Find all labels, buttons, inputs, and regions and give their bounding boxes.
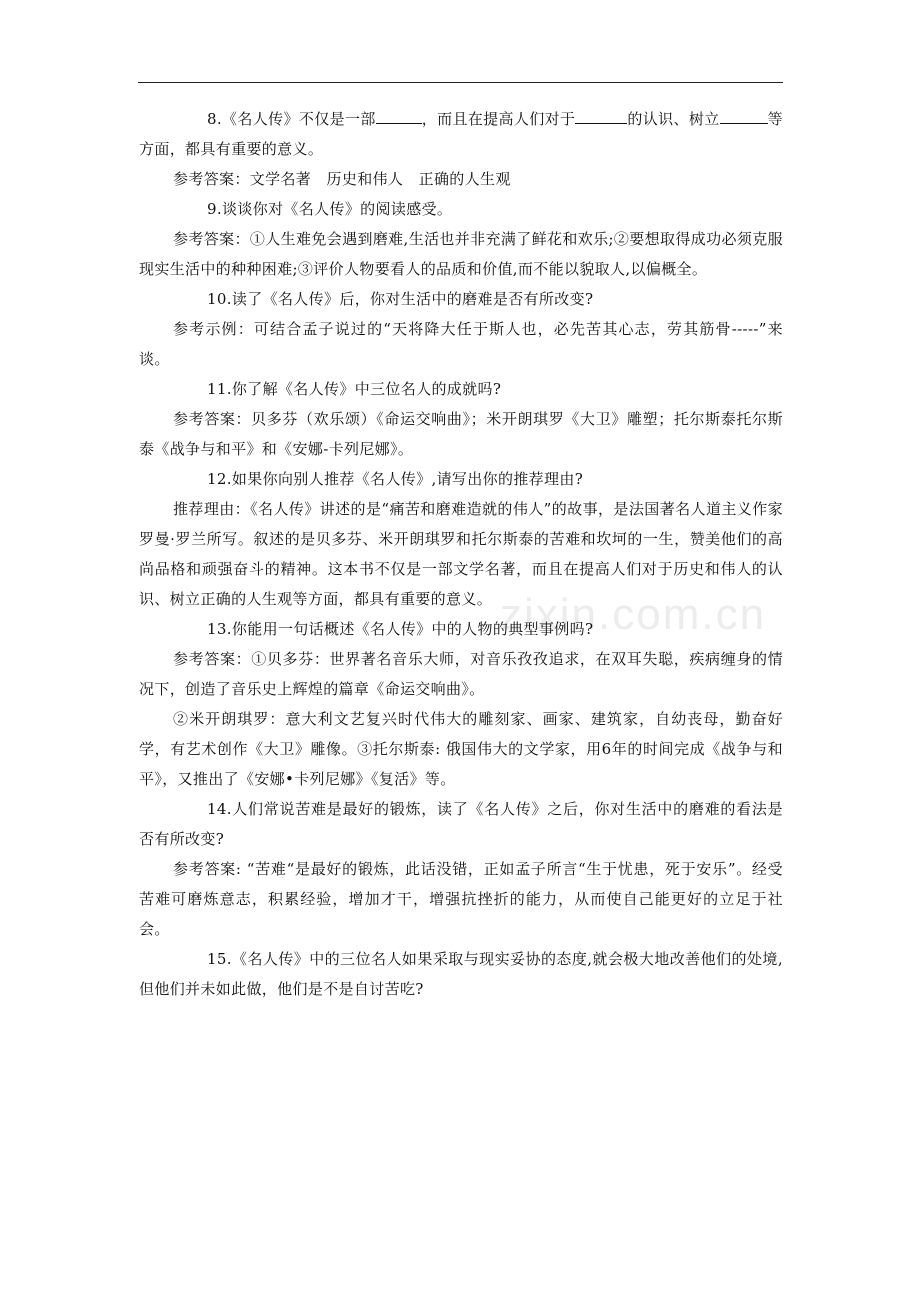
document-body bbox=[139, 104, 783, 1004]
blank-1 bbox=[376, 109, 422, 124]
answer-8: 参考答案：文学名著 历史和伟人 正确的人生观 bbox=[173, 170, 511, 188]
blank-3 bbox=[720, 109, 768, 124]
answer-14: 参考答案: “苦难“是最好的锻炼，此话没错，正如孟子所言“生于忧患，死于安乐”。经受苦难可磨炼意志，积累经验，增加才干，增强抗挫折的能力，从而使自己能更好的立足于社会。 bbox=[139, 860, 783, 938]
watermark: zixin.com.cn bbox=[500, 590, 767, 639]
question-number: 9. bbox=[207, 200, 223, 218]
answer-13: 参考答案：①贝多芬：世界著名音乐大师，对音乐孜孜追求，在双耳失聪，疾病缠身的情况下，创造了音乐史上辉煌的篇章《命运交响曲》。 bbox=[139, 650, 783, 698]
question-number: 13. bbox=[207, 620, 232, 638]
question-number: 14. bbox=[207, 800, 232, 818]
answer-9: 参考答案：①人生难免会遇到磨难,生活也并非充满了鲜花和欢乐;②要想取得成功必须克服现实生活中的种种困难;③评价人物要看人的品质和价值,而不能以貌取人,以偏概全。 bbox=[139, 230, 783, 278]
question-12: 12.如果你向别人推荐《名人传》,请写出你的推荐理由? bbox=[139, 464, 783, 494]
question-8: 8.《名人传》不仅是一部 ，而且在提高人们对于 的认识、树立 等方面，都具有重要的意义。 bbox=[139, 104, 783, 164]
answer-10: 参考示例：可结合孟子说过的“天将降大任于斯人也，必先苦其心志，劳其筋骨-----”来谈。 bbox=[139, 320, 783, 368]
question-number: 15. bbox=[207, 950, 232, 968]
header-rule bbox=[138, 82, 783, 83]
question-number: 11. bbox=[207, 380, 232, 398]
question-number: 8. bbox=[207, 110, 223, 128]
question-14: 14.人们常说苦难是最好的锻炼，读了《名人传》之后，你对生活中的磨难的看法是否有所改变? bbox=[139, 794, 783, 854]
question-number: 12. bbox=[207, 470, 232, 488]
answer-13-continued: ②米开朗琪罗：意大利文艺复兴时代伟大的雕刻家、画家、建筑家，自幼丧母，勤奋好学，有艺术创作《大卫》雕像。③托尔斯泰: 俄国伟大的文学家，用6年的时间完成《战争与和平》，又推出了《安娜•卡列尼娜》《复活》等。 bbox=[139, 710, 783, 788]
question-13: 13.你能用一句话概述《名人传》中的人物的典型事例吗? bbox=[139, 614, 783, 644]
answer-11: 参考答案：贝多芬（欢乐颂）《命运交响曲》；米开朗琪罗《大卫》雕塑；托尔斯泰托尔斯泰《战争与和平》和《安娜-卡列尼娜》。 bbox=[139, 410, 783, 458]
question-9: 9.谈谈你对《名人传》的阅读感受。 bbox=[139, 194, 783, 224]
question-number: 10. bbox=[207, 290, 232, 308]
blank-2 bbox=[575, 109, 627, 124]
question-15: 15.《名人传》中的三位名人如果采取与现实妥协的态度,就会极大地改善他们的处境,但他们并未如此做，他们是不是自讨苦吃? bbox=[139, 944, 783, 1004]
question-10: 10.读了《名人传》后，你对生活中的磨难是否有所改变? bbox=[139, 284, 783, 314]
question-11: 11.你了解《名人传》中三位名人的成就吗? bbox=[139, 374, 783, 404]
answer-12: 推荐理由：《名人传》讲述的是“痛苦和磨难造就的伟人”的故事，是法国著名人道主义作家罗曼·罗兰所写。叙述的是贝多芬、米开朗琪罗和托尔斯泰的苦难和坎坷的一生，赞美他们的高尚品格和顽强奋斗的精神。这本书不仅是一部文学名著，而且在提高人们对于历史和伟人的认识、树立正确的人生观等方面，都具有重要的意义。 bbox=[139, 500, 783, 608]
